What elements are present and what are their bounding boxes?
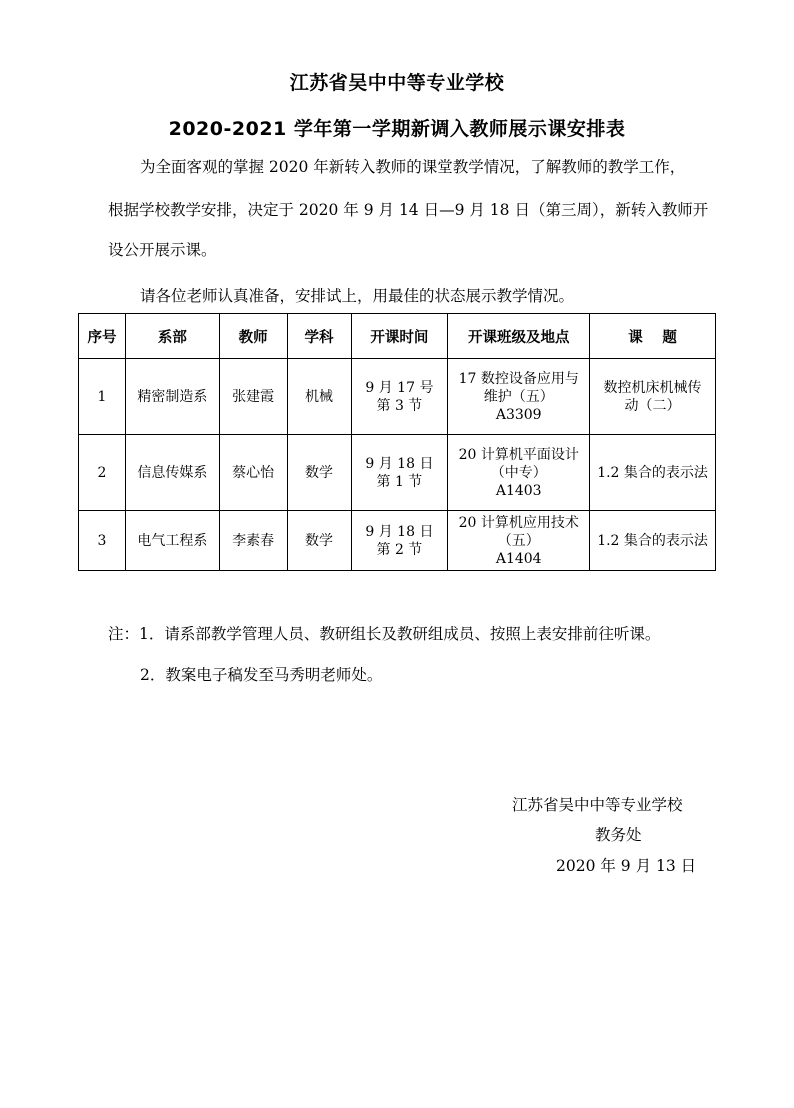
cell-teacher: 张建霞 (219, 359, 287, 435)
cell-topic-line-1: 数控机床机械传 (603, 379, 702, 396)
cell-time-date: 9 月 18 日 (365, 455, 434, 472)
cell-place-room: A3309 (495, 406, 542, 423)
cell-place-class-suffix: （五） (497, 532, 540, 549)
column-header-subject: 学科 (287, 314, 351, 359)
intro-paragraph-line-4: 请各位老师认真准备，安排试上，用最佳的状态展示教学情况。 (140, 287, 575, 305)
intro-paragraph-line-1: 为全面客观的掌握 2020 年新转入教师的课堂教学情况，了解教师的教学工作， (140, 158, 686, 176)
cell-place-class-suffix: （中专） (490, 464, 547, 481)
cell-time-period: 第 3 节 (376, 397, 423, 414)
column-header-no: 序号 (79, 314, 126, 359)
column-header-topic: 课 题 (590, 314, 716, 359)
cell-topic (590, 359, 716, 435)
cell-place-room: A1404 (495, 550, 542, 567)
cell-no: 2 (79, 435, 126, 511)
cell-place-class-suffix: 维护（五） (483, 388, 554, 405)
cell-no: 3 (79, 511, 126, 571)
cell-place (448, 511, 590, 571)
signature-department: 教务处 (595, 826, 642, 844)
table-row (79, 359, 716, 435)
cell-time (351, 359, 448, 435)
intro-paragraph-line-2: 根据学校教学安排，决定于 2020 年 9 月 14 日—9 月 18 日（第三周），新转入教师开 (108, 201, 709, 219)
cell-place-class: 20 计算机应用技术 (458, 514, 579, 531)
schedule-title: 2020-2021 学年第一学期新调入教师展示课安排表 (168, 118, 626, 140)
cell-dept: 信息传媒系 (125, 435, 219, 511)
cell-topic (590, 435, 716, 511)
cell-topic (590, 511, 716, 571)
cell-topic-line-2: 动（二） (624, 397, 681, 414)
cell-subject: 数学 (287, 435, 351, 511)
cell-teacher: 李素春 (219, 511, 287, 571)
column-header-dept: 系部 (125, 314, 219, 359)
cell-time-date: 9 月 18 日 (365, 523, 434, 540)
schedule-table (78, 313, 716, 571)
cell-subject: 机械 (287, 359, 351, 435)
column-header-teacher: 教师 (219, 314, 287, 359)
cell-topic-line-1: 1.2 集合的表示法 (597, 532, 708, 549)
cell-time (351, 511, 448, 571)
table-row (79, 511, 716, 571)
column-header-time: 开课时间 (351, 314, 448, 359)
cell-time-date: 9 月 17 号 (365, 379, 434, 396)
cell-place (448, 435, 590, 511)
cell-no: 1 (79, 359, 126, 435)
cell-time-period: 第 2 节 (376, 541, 423, 558)
cell-place-class: 20 计算机平面设计 (458, 446, 579, 463)
intro-paragraph-line-3: 设公开展示课。 (108, 241, 217, 259)
column-header-place: 开课班级及地点 (448, 314, 590, 359)
cell-topic-line-1: 1.2 集合的表示法 (597, 464, 708, 481)
cell-teacher: 蔡心怡 (219, 435, 287, 511)
cell-place (448, 359, 590, 435)
cell-place-class: 17 数控设备应用与 (458, 370, 579, 387)
note-1: 注：1．请系部教学管理人员、教研组长及教研组成员、按照上表安排前往听课。 (108, 625, 661, 643)
cell-time (351, 435, 448, 511)
note-2: 2．教案电子稿发至马秀明老师处。 (140, 666, 383, 684)
cell-time-period: 第 1 节 (376, 473, 423, 490)
cell-subject: 数学 (287, 511, 351, 571)
table-header-row (79, 314, 716, 359)
school-title: 江苏省吴中中等专业学校 (289, 72, 505, 94)
cell-place-room: A1403 (495, 482, 542, 499)
signature-school: 江苏省吴中中等专业学校 (512, 796, 683, 814)
cell-dept: 精密制造系 (125, 359, 219, 435)
signature-date: 2020 年 9 月 13 日 (556, 857, 697, 875)
cell-dept: 电气工程系 (125, 511, 219, 571)
table-row (79, 435, 716, 511)
